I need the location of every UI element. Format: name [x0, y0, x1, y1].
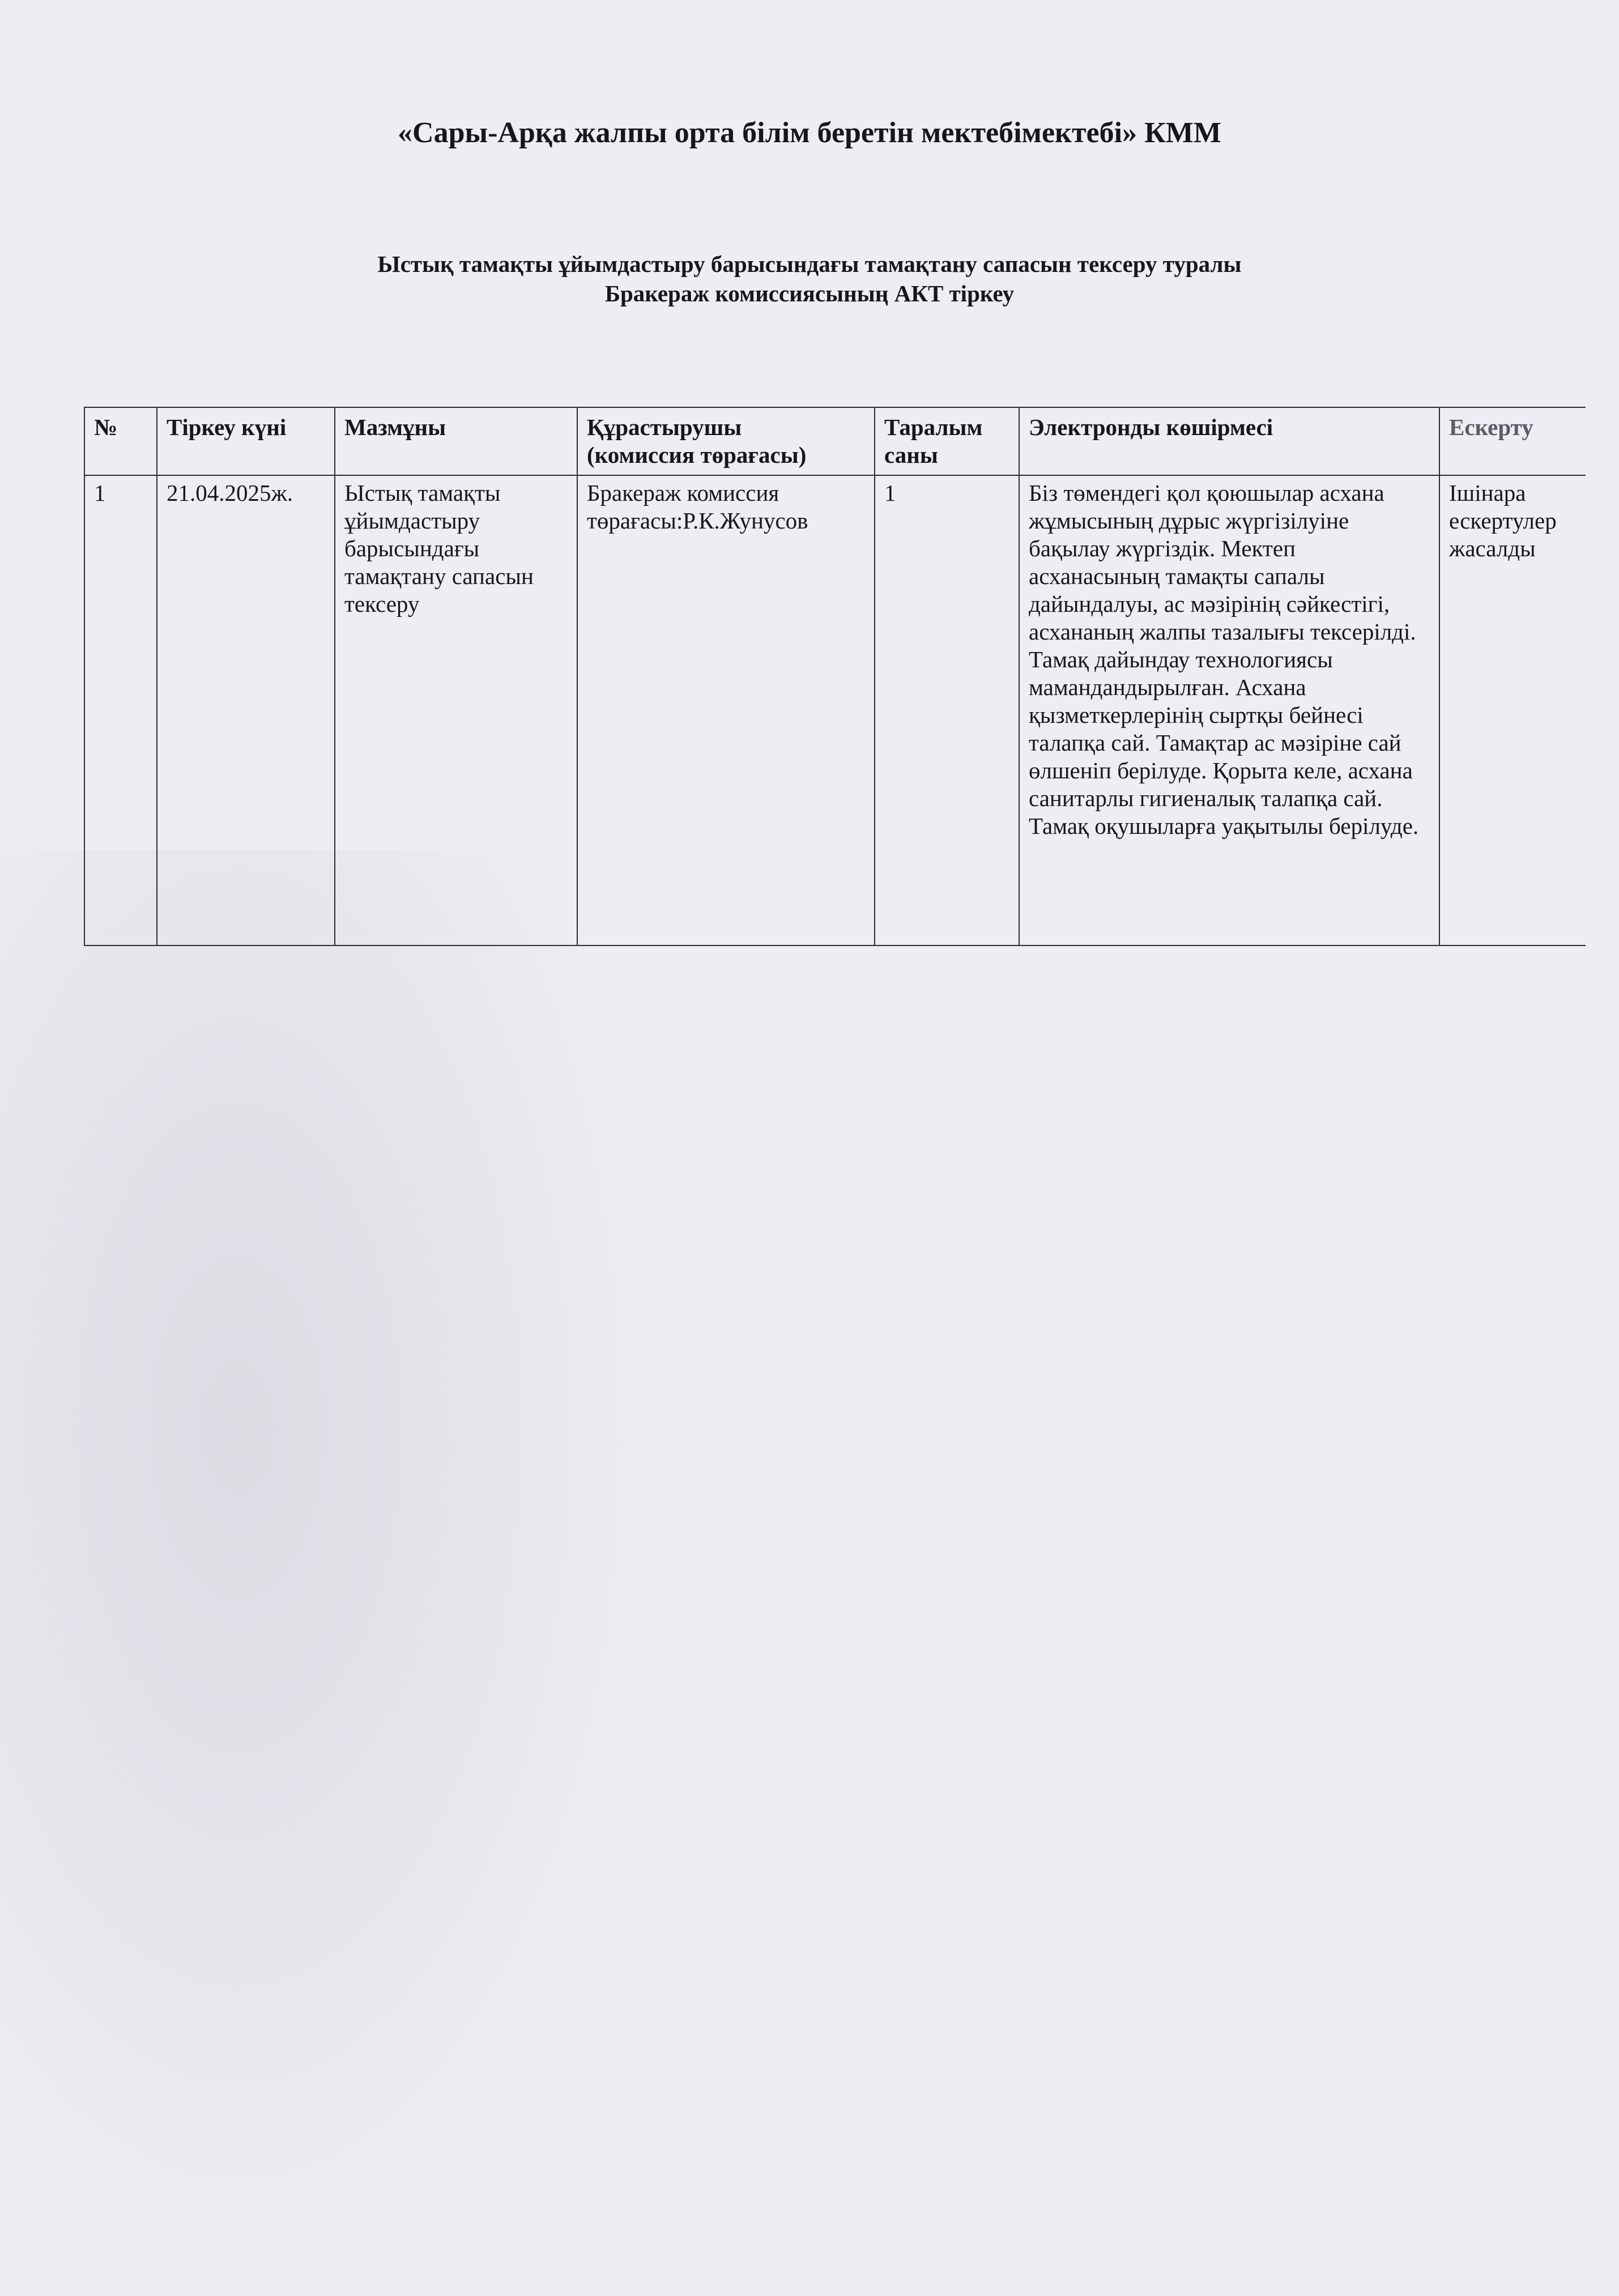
header-author-line-2: (комиссия төрағасы)	[587, 442, 807, 468]
cell-note: Ішінара ескертулер жасалды	[1439, 475, 1586, 945]
header-author	[577, 407, 875, 475]
header-copies	[875, 407, 1019, 475]
act-title-line-1: Ыстық тамақты ұйымдастыру барысындағы тамақтану сапасын тексеру туралы	[377, 251, 1242, 277]
table-header-row	[84, 407, 1586, 475]
cell-copies: 1	[875, 475, 1019, 945]
header-copies-line-2: саны	[884, 442, 938, 468]
cell-registration-date: 21.04.2025ж.	[157, 475, 335, 945]
act-register-table	[84, 407, 1586, 946]
paper-background-shade	[0, 850, 680, 2296]
cell-number: 1	[84, 475, 157, 945]
header-copies-line-1: Таралым	[884, 414, 983, 440]
header-registration-date: Тіркеу күні	[157, 407, 335, 475]
header-number: №	[84, 407, 157, 475]
header-note: Ескерту	[1439, 407, 1586, 475]
cell-electronic-copy: Біз төмендегі қол қоюшылар асхана жұмысының дұрыс жүргізілуіне бақылау жүргіздік. Мектеп асханасының тамақты сапалы дайындалуы, ас мәзірінің сәйкестігі, асхананың жалпы тазалығы тексерілді. Тамақ дайындау технологиясы мамандандырылған. Асхана қызметкерлерінің сыртқы бейнесі талапқа сай. Тамақтар ас мәзіріне сай өлшеніп берілуде. Қорыта келе, асхана санитарлы гигиеналық талапқа сай. Тамақ оқушыларға уақытылы берілуде.	[1019, 475, 1439, 945]
header-content: Мазмұны	[335, 407, 577, 475]
table-row	[84, 475, 1586, 945]
act-title-line-2: Бракераж комиссиясының АКТ тіркеу	[604, 280, 1015, 306]
cell-content: Ыстық тамақты ұйымдастыру барысындағы тамақтану сапасын тексеру	[335, 475, 577, 945]
header-author-line-1: Құрастырушы	[587, 414, 742, 440]
header-electronic-copy: Электронды көшірмесі	[1019, 407, 1439, 475]
act-title	[0, 249, 1619, 308]
organization-title: «Сары-Арқа жалпы орта білім беретін мектебімектебі» КММ	[398, 117, 1221, 149]
cell-author: Бракераж комиссия төрағасы:Р.К.Жунусов	[577, 475, 875, 945]
